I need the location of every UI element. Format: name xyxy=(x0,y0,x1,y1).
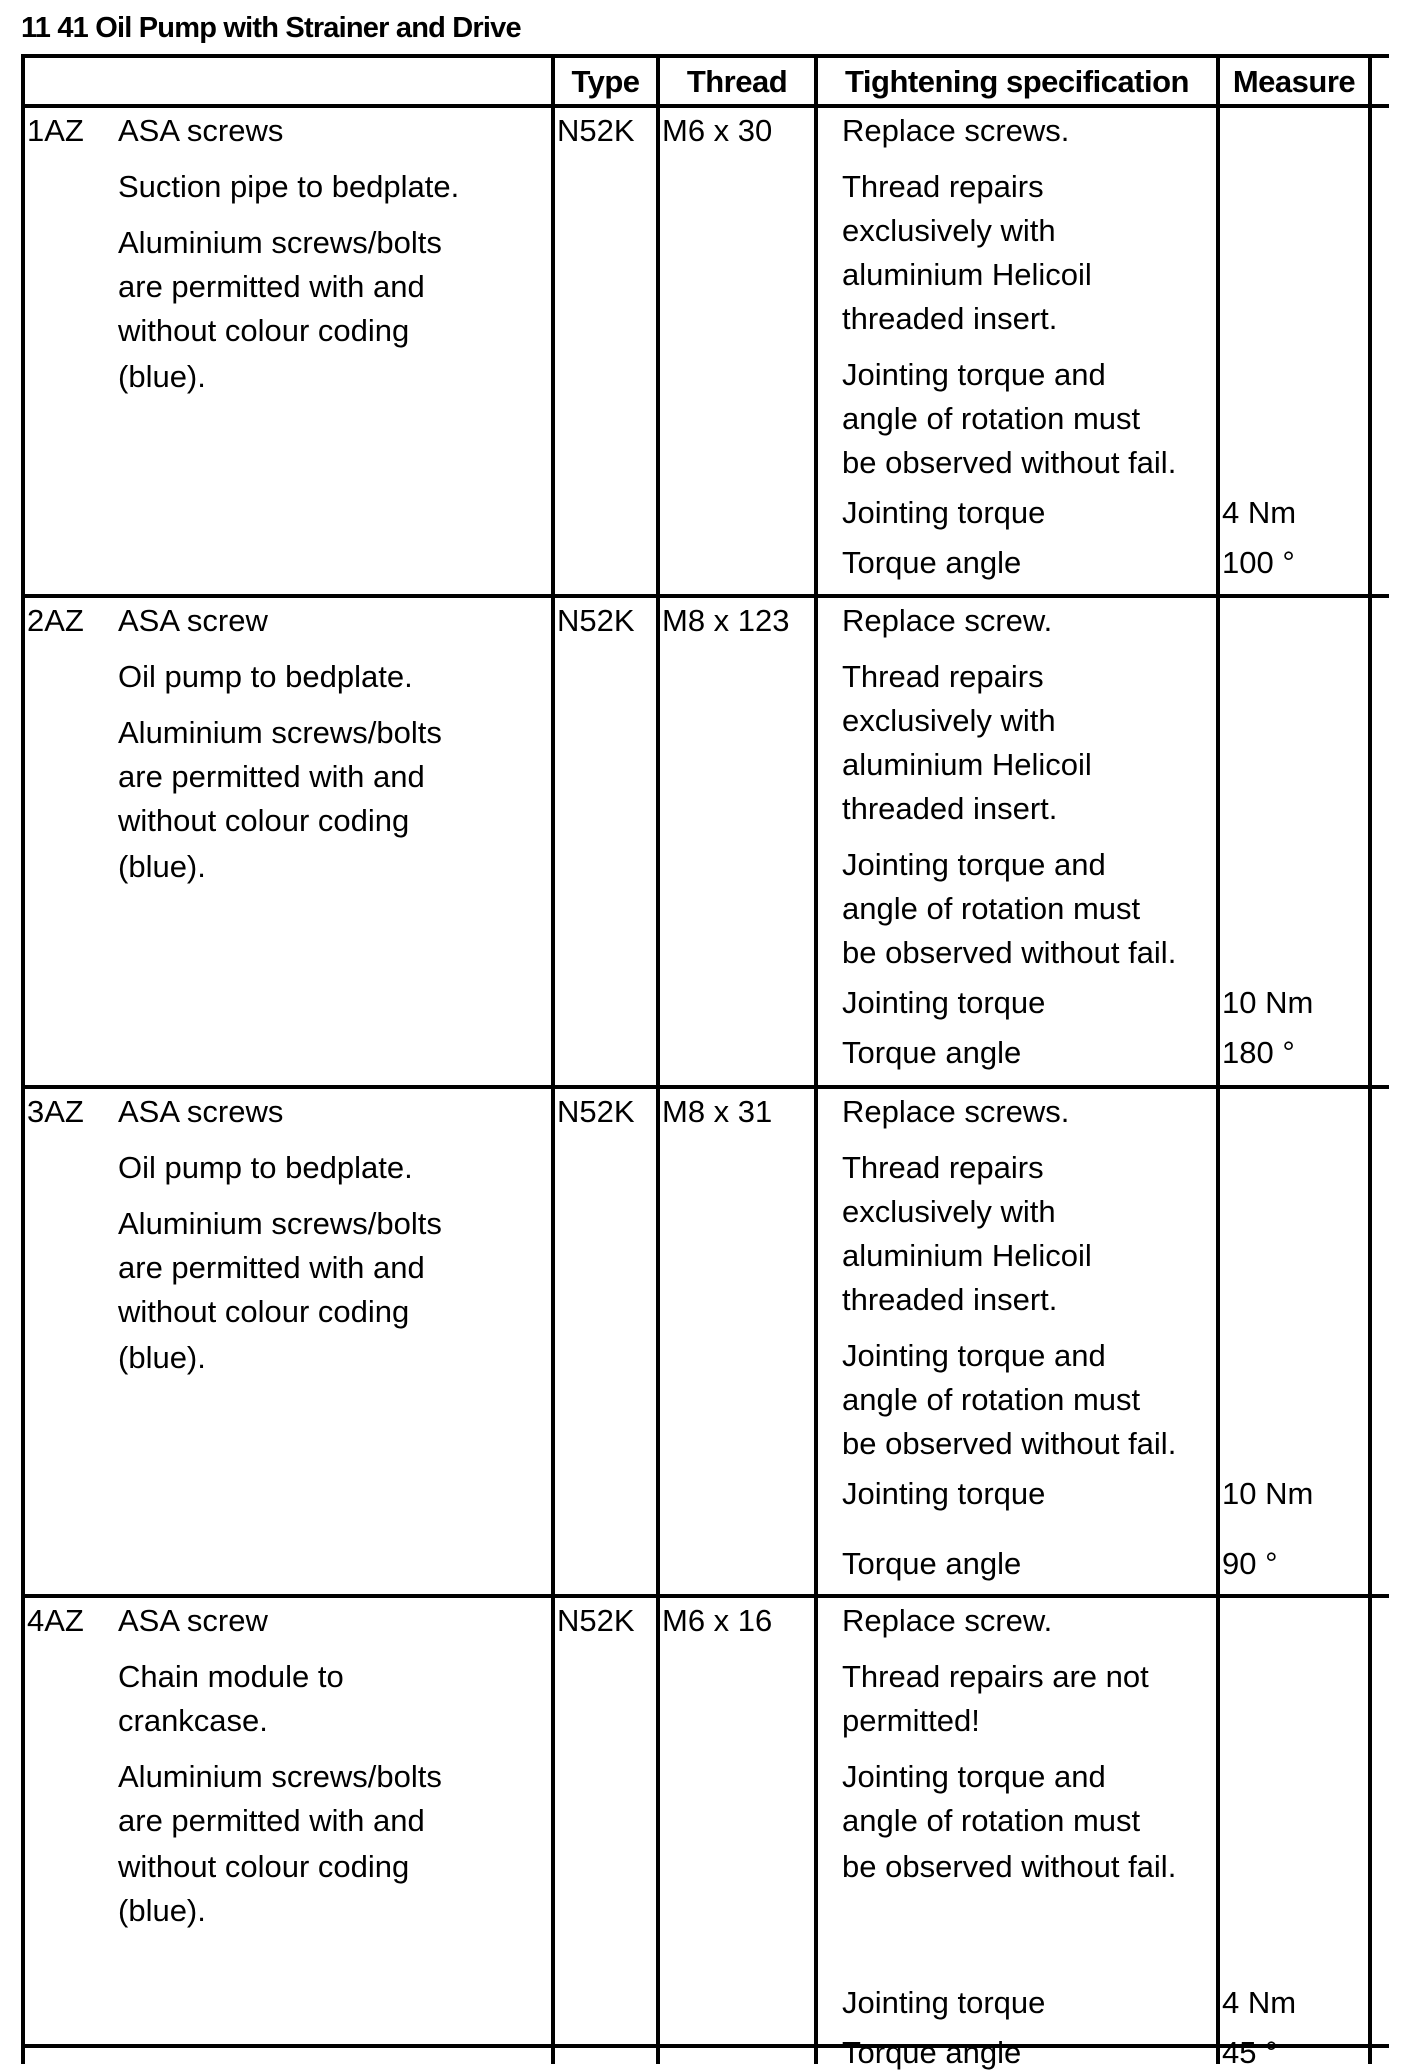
row-spec-line: Jointing torque and xyxy=(842,357,1106,392)
torque-spec-table xyxy=(21,54,1389,2070)
row-description-line: (blue). xyxy=(118,849,206,884)
torque-angle-value: 180 ° xyxy=(1222,1035,1295,1070)
row-description-line: Chain module to xyxy=(118,1659,344,1694)
row-spec-line: permitted! xyxy=(842,1703,980,1738)
row-type: N52K xyxy=(557,1603,635,1638)
row-description-line: Aluminium screws/bolts xyxy=(118,1759,442,1794)
row-spec-line: threaded insert. xyxy=(842,1282,1058,1317)
row-spec-line: aluminium Helicoil xyxy=(842,747,1092,782)
jointing-torque-label: Jointing torque xyxy=(842,495,1046,530)
jointing-torque-value: 10 Nm xyxy=(1222,985,1314,1020)
table-rule xyxy=(21,1085,1389,1089)
table-rule xyxy=(1216,54,1220,2064)
row-spec-line: be observed without fail. xyxy=(842,445,1177,480)
row-description-line: Suction pipe to bedplate. xyxy=(118,169,460,204)
row-description-line: ASA screws xyxy=(118,113,284,148)
table-rule xyxy=(21,54,25,2064)
jointing-torque-label: Jointing torque xyxy=(842,1476,1046,1511)
row-description-line: Aluminium screws/bolts xyxy=(118,715,442,750)
column-header-empty xyxy=(25,58,551,106)
row-thread: M6 x 16 xyxy=(662,1603,773,1638)
row-spec-line: Thread repairs xyxy=(842,659,1044,694)
row-spec-line: Replace screw. xyxy=(842,603,1053,638)
torque-angle-label: Torque angle xyxy=(842,1035,1022,1070)
row-spec-line: Jointing torque and xyxy=(842,847,1106,882)
torque-angle-value: 90 ° xyxy=(1222,1546,1278,1581)
row-type: N52K xyxy=(557,1094,635,1129)
jointing-torque-value: 10 Nm xyxy=(1222,1476,1314,1511)
row-spec-line: threaded insert. xyxy=(842,301,1058,336)
row-description-line: are permitted with and xyxy=(118,269,425,304)
column-header-type: Type xyxy=(571,64,640,99)
row-description-line: Oil pump to bedplate. xyxy=(118,659,413,694)
row-description-line: ASA screw xyxy=(118,1603,268,1638)
torque-angle-label: Torque angle xyxy=(842,1546,1022,1581)
row-description-line: ASA screws xyxy=(118,1094,284,1129)
row-spec-line: angle of rotation must xyxy=(842,1803,1141,1838)
row-thread: M8 x 31 xyxy=(662,1094,773,1129)
torque-angle-value: 45 ° xyxy=(1222,2035,1278,2070)
row-description-line: are permitted with and xyxy=(118,1803,425,1838)
column-header-thread: Thread xyxy=(686,64,788,99)
table-rule xyxy=(656,54,660,2064)
row-description-line: ASA screw xyxy=(118,603,268,638)
row-description-line: without colour coding xyxy=(118,1849,410,1884)
row-spec-line: aluminium Helicoil xyxy=(842,257,1092,292)
row-spec-line: exclusively with xyxy=(842,1194,1056,1229)
row-spec-line: be observed without fail. xyxy=(842,935,1177,970)
row-spec-line: threaded insert. xyxy=(842,791,1058,826)
column-header-measure: Measure xyxy=(1232,64,1356,99)
page-title: 11 41 Oil Pump with Strainer and Drive xyxy=(21,12,521,44)
row-spec-line: exclusively with xyxy=(842,213,1056,248)
row-code: 4AZ xyxy=(27,1603,84,1638)
row-description-line: are permitted with and xyxy=(118,1250,425,1285)
jointing-torque-value: 4 Nm xyxy=(1222,495,1297,530)
row-spec-line: Thread repairs are not xyxy=(842,1659,1149,1694)
row-description-line: crankcase. xyxy=(118,1703,268,1738)
row-type: N52K xyxy=(557,113,635,148)
row-description-line: are permitted with and xyxy=(118,759,425,794)
row-spec-line: be observed without fail. xyxy=(842,1426,1177,1461)
row-description-line: without colour coding xyxy=(118,1294,410,1329)
row-thread: M8 x 123 xyxy=(662,603,790,638)
jointing-torque-label: Jointing torque xyxy=(842,985,1046,1020)
row-description-line: without colour coding xyxy=(118,803,410,838)
row-description-line: (blue). xyxy=(118,1893,206,1928)
row-spec-line: Replace screw. xyxy=(842,1603,1053,1638)
row-description-line: (blue). xyxy=(118,359,206,394)
torque-angle-value: 100 ° xyxy=(1222,545,1295,580)
row-description-line: (blue). xyxy=(118,1340,206,1375)
row-spec-line: Thread repairs xyxy=(842,1150,1044,1185)
table-rule xyxy=(814,54,818,2064)
row-spec-line: Replace screws. xyxy=(842,113,1070,148)
row-spec-line: Thread repairs xyxy=(842,169,1044,204)
torque-angle-label: Torque angle xyxy=(842,545,1022,580)
table-rule xyxy=(21,1594,1389,1598)
row-spec-line: angle of rotation must xyxy=(842,891,1141,926)
row-description-line: without colour coding xyxy=(118,313,410,348)
row-code: 2AZ xyxy=(27,603,84,638)
table-rule xyxy=(551,54,555,2064)
torque-angle-label: Torque angle xyxy=(842,2035,1022,2070)
row-spec-line: be observed without fail. xyxy=(842,1849,1177,1884)
row-spec-line: exclusively with xyxy=(842,703,1056,738)
row-thread: M6 x 30 xyxy=(662,113,773,148)
table-rule xyxy=(1368,54,1372,2064)
row-description-line: Aluminium screws/bolts xyxy=(118,225,442,260)
row-type: N52K xyxy=(557,603,635,638)
row-spec-line: angle of rotation must xyxy=(842,1382,1141,1417)
column-header-tightening-specification: Tightening specification xyxy=(845,64,1189,99)
row-spec-line: Jointing torque and xyxy=(842,1759,1106,1794)
jointing-torque-value: 4 Nm xyxy=(1222,1985,1297,2020)
row-spec-line: aluminium Helicoil xyxy=(842,1238,1092,1273)
row-description-line: Oil pump to bedplate. xyxy=(118,1150,413,1185)
row-description-line: Aluminium screws/bolts xyxy=(118,1206,442,1241)
row-spec-line: Replace screws. xyxy=(842,1094,1070,1129)
row-code: 3AZ xyxy=(27,1094,84,1129)
row-code: 1AZ xyxy=(27,113,84,148)
table-rule xyxy=(21,2044,1389,2048)
row-spec-line: angle of rotation must xyxy=(842,401,1141,436)
table-rule xyxy=(21,594,1389,598)
row-spec-line: Jointing torque and xyxy=(842,1338,1106,1373)
jointing-torque-label: Jointing torque xyxy=(842,1985,1046,2020)
